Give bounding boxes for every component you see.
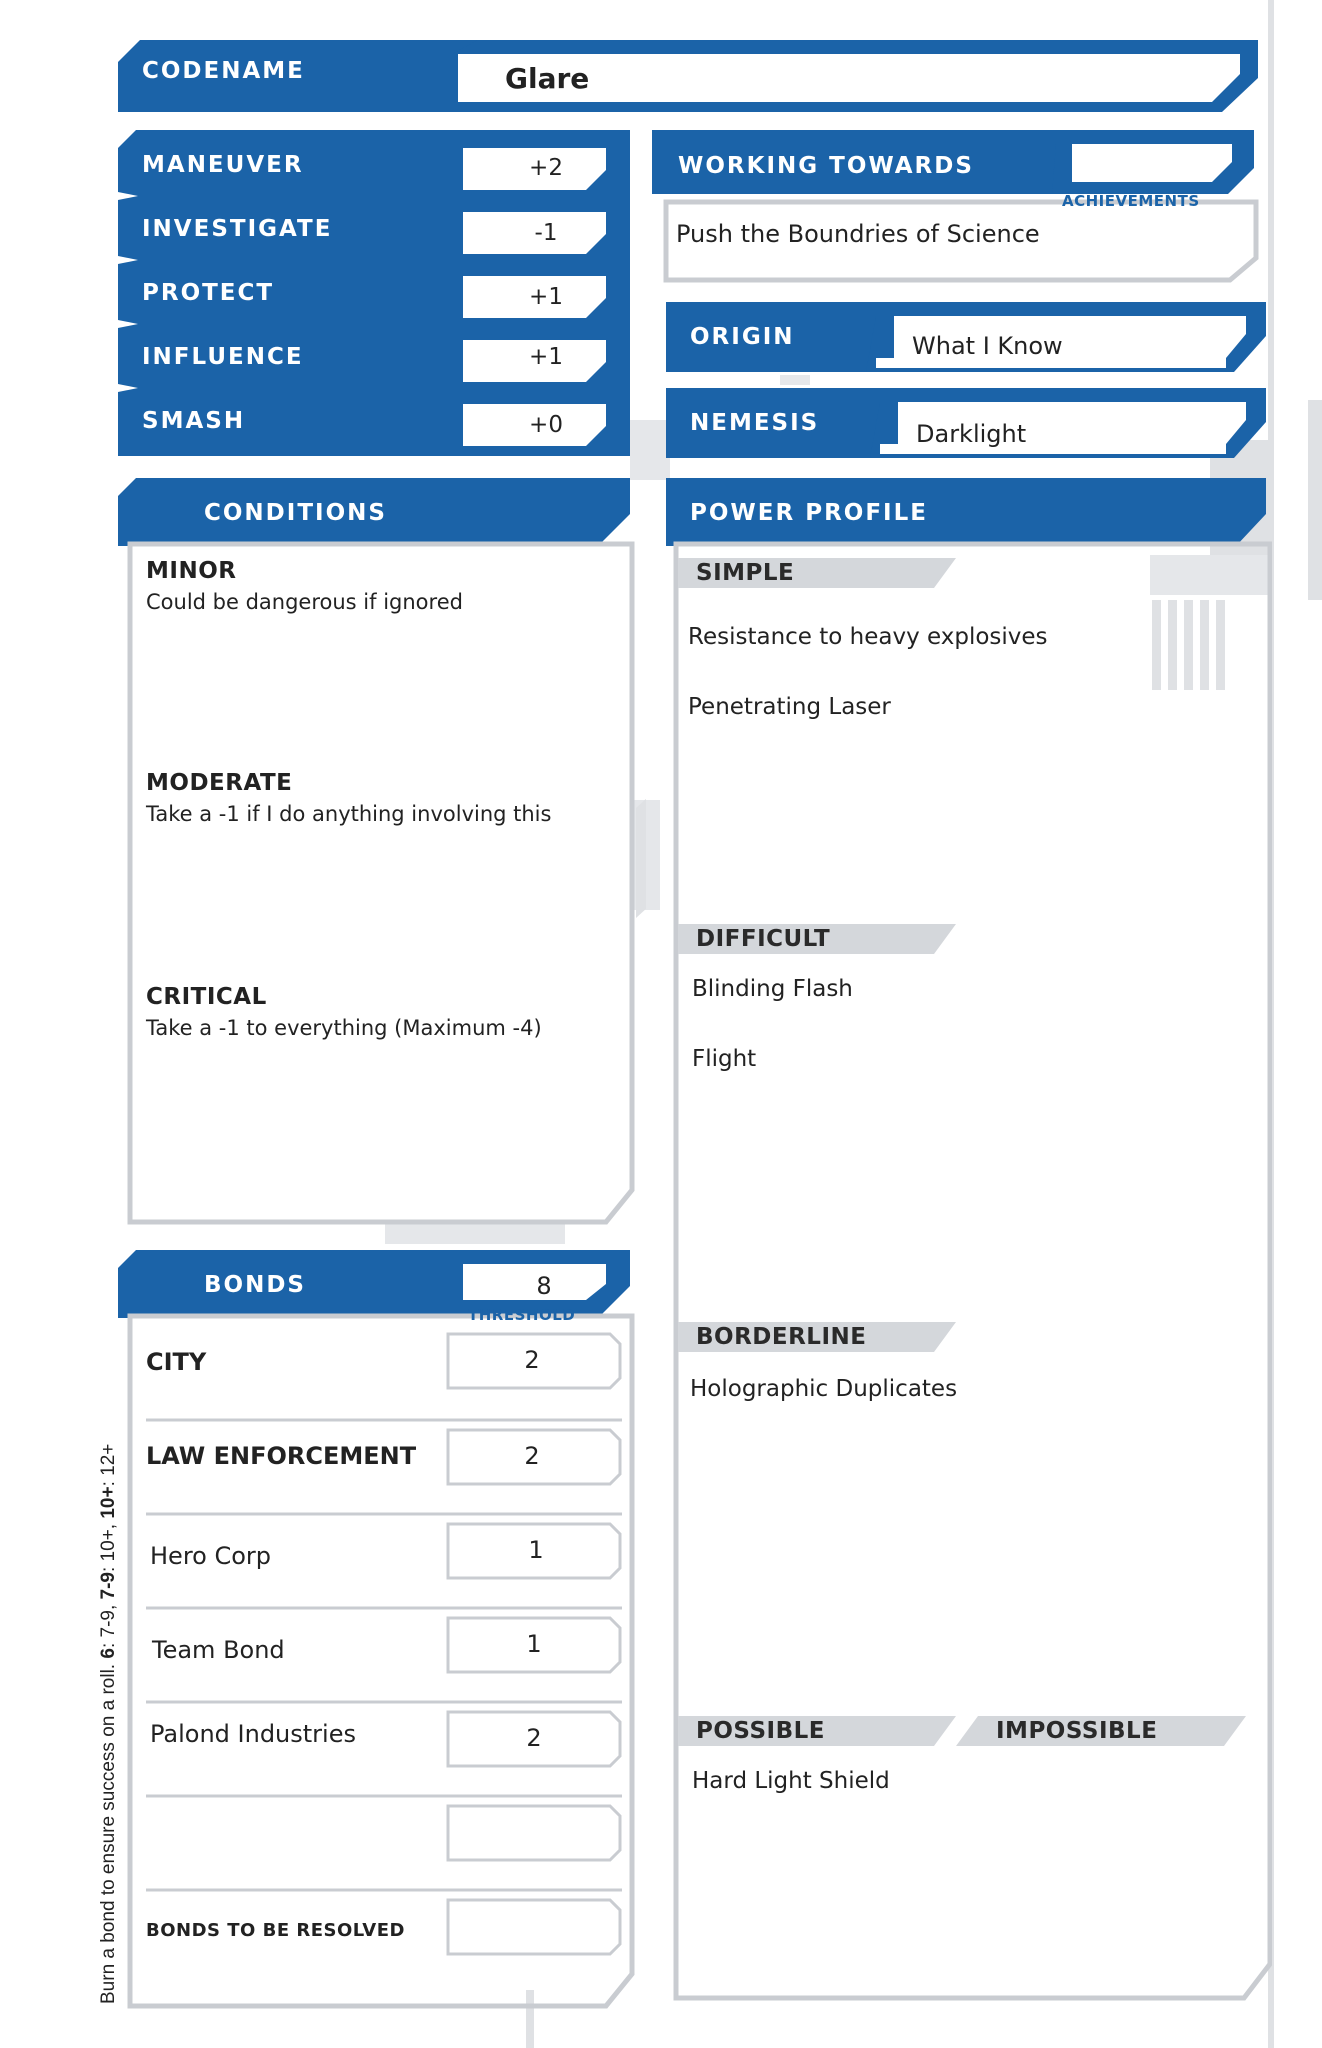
bonds-threshold-value[interactable]: 8 xyxy=(536,1272,552,1300)
nemesis-label: NEMESIS xyxy=(690,410,820,436)
tier-borderline-label: BORDERLINE xyxy=(696,1324,867,1350)
working-towards-label: WORKING TOWARDS xyxy=(678,153,974,179)
threshold-label: THRESHOLD xyxy=(468,1306,576,1324)
label-smash: SMASH xyxy=(142,408,246,434)
achievements-label: ACHIEVEMENTS xyxy=(1062,192,1200,210)
bonds-to-resolve-label: BONDS TO BE RESOLVED xyxy=(146,1920,405,1941)
codename-value[interactable]: Glare xyxy=(505,62,590,95)
condition-moderate-desc: Take a -1 if I do anything involving this xyxy=(146,802,552,826)
label-maneuver-value[interactable]: +2 xyxy=(529,155,563,181)
tier-simple-label: SIMPLE xyxy=(696,560,795,586)
label-protect: PROTECT xyxy=(142,280,275,306)
label-influence: INFLUENCE xyxy=(142,344,304,370)
power-borderline-1[interactable]: Holographic Duplicates xyxy=(690,1376,958,1402)
nemesis-value[interactable]: Darklight xyxy=(916,420,1027,448)
bond-hero-corp-value[interactable]: 1 xyxy=(528,1536,544,1564)
power-possible-1[interactable]: Hard Light Shield xyxy=(692,1768,890,1794)
label-smash-value[interactable]: +0 xyxy=(529,412,563,438)
bond-hero-corp-label[interactable]: Hero Corp xyxy=(150,1542,272,1570)
bond-law-enforcement-value[interactable]: 2 xyxy=(524,1442,540,1470)
bonds-title: BONDS xyxy=(204,1272,306,1298)
label-investigate-value[interactable]: -1 xyxy=(534,220,558,246)
origin-label: ORIGIN xyxy=(690,324,795,350)
condition-moderate-label: MODERATE xyxy=(146,770,293,796)
label-influence-value[interactable]: +1 xyxy=(529,344,563,370)
condition-minor-desc: Could be dangerous if ignored xyxy=(146,590,463,614)
conditions-title: CONDITIONS xyxy=(204,500,387,526)
codename-label: CODENAME xyxy=(142,58,305,84)
bond-team-label[interactable]: Team Bond xyxy=(152,1636,285,1664)
bond-city-value[interactable]: 2 xyxy=(524,1346,540,1374)
power-simple-1[interactable]: Resistance to heavy explosives xyxy=(688,624,1048,650)
power-difficult-2[interactable]: Flight xyxy=(692,1046,757,1072)
power-difficult-1[interactable]: Blinding Flash xyxy=(692,976,853,1002)
power-simple-2[interactable]: Penetrating Laser xyxy=(688,694,891,720)
label-maneuver: MANEUVER xyxy=(142,152,304,178)
tier-difficult-label: DIFFICULT xyxy=(696,926,831,952)
power-profile-title: POWER PROFILE xyxy=(690,500,928,526)
tier-impossible-label: IMPOSSIBLE xyxy=(996,1718,1158,1744)
tier-possible-label: POSSIBLE xyxy=(696,1718,825,1744)
bond-city-label: CITY xyxy=(146,1348,207,1376)
bond-burn-note: Burn a bond to ensure success on a roll. 6: 7-9, 7-9: 10+, 10+: 12+ xyxy=(98,1443,119,2004)
bond-team-value[interactable]: 1 xyxy=(526,1630,542,1658)
condition-critical-desc: Take a -1 to everything (Maximum -4) xyxy=(146,1016,542,1040)
origin-value[interactable]: What I Know xyxy=(912,332,1063,360)
label-protect-value[interactable]: +1 xyxy=(529,284,563,310)
bond-law-enforcement-label: LAW ENFORCEMENT xyxy=(146,1442,417,1470)
condition-minor-label: MINOR xyxy=(146,558,237,584)
condition-critical-label: CRITICAL xyxy=(146,984,267,1010)
bond-palond-value[interactable]: 2 xyxy=(526,1724,542,1752)
working-towards-value[interactable]: Push the Boundries of Science xyxy=(676,220,1040,248)
bond-palond-label[interactable]: Palond Industries xyxy=(150,1720,356,1748)
label-investigate: INVESTIGATE xyxy=(142,216,333,242)
